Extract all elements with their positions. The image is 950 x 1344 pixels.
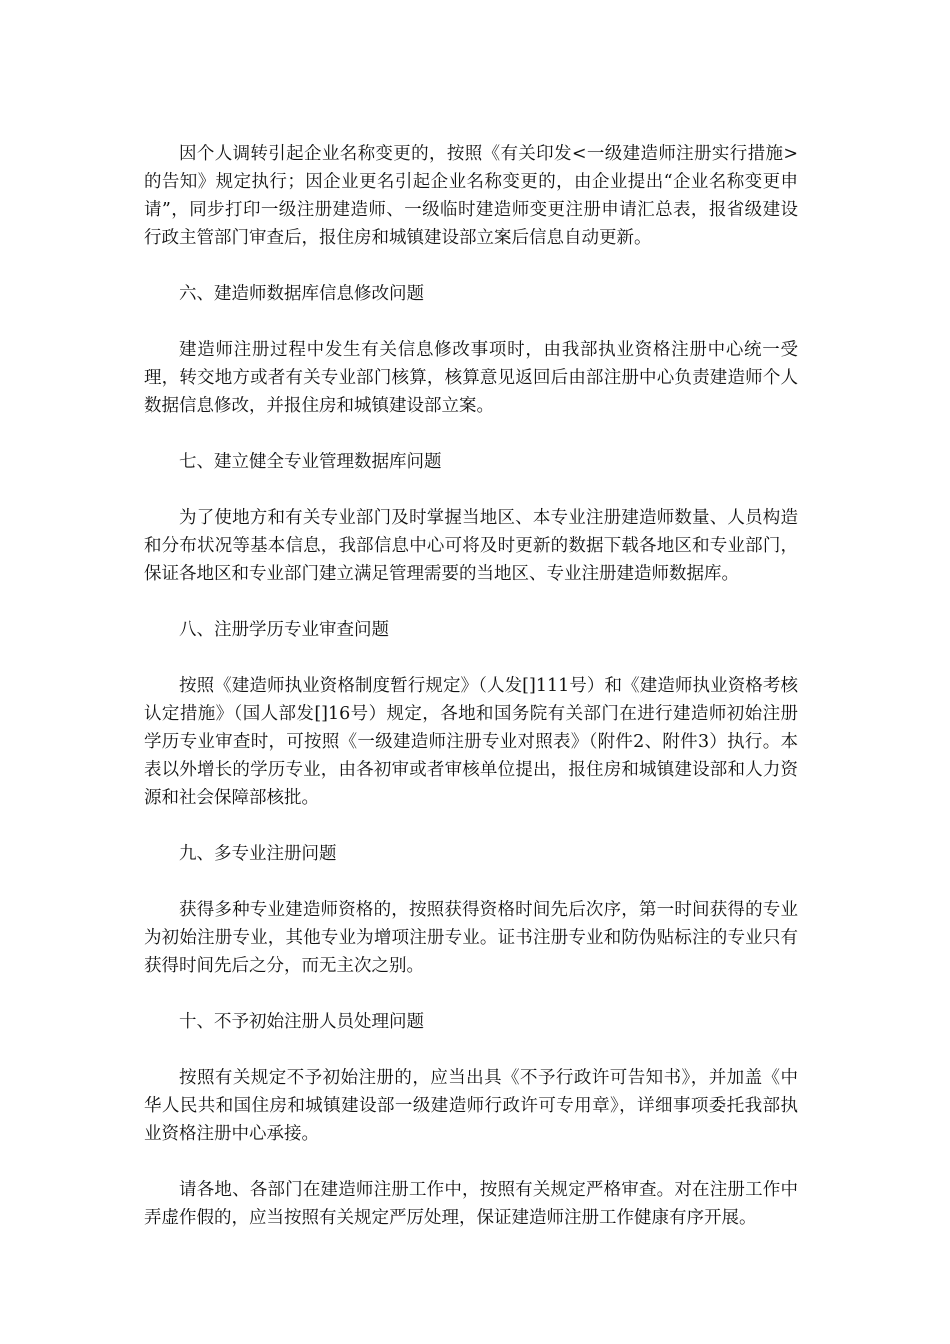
- paragraph-closing: 请各地、各部门在建造师注册工作中，按照有关规定严格审查。对在注册工作中弄虚作假的，应当按照有关规定严厉处理，保证建造师注册工作健康有序开展。: [144, 1180, 798, 1228]
- document-body: [144, 140, 798, 1260]
- heading-section-9: 九、多专业注册问题: [179, 844, 337, 864]
- paragraph-education-review: 按照《建造师执业资格制度暂行规定》（人发[]111号）和《建造师执业资格考核认定措施》（国人部发[]16号）规定，各地和国务院有关部门在进行建造师初始注册学历专业审查时，可按照《一级建造师注册专业对照表》（附件2、附件3）执行。本表以外增长的学历专业，由各初审或者审核单位提出，报住房和城镇建设部和人力资源和社会保障部核批。: [144, 676, 798, 808]
- paragraph-denied-registration: 按照有关规定不予初始注册的，应当出具《不予行政许可告知书》，并加盖《中华人民共和国住房和城镇建设部一级建造师行政许可专用章》，详细事项委托我部执业资格注册中心承接。: [144, 1068, 798, 1144]
- heading-section-10: 十、不予初始注册人员处理问题: [179, 1012, 424, 1032]
- paragraph-company-name-change: 因个人调转引起企业名称变更的，按照《有关印发<一级建造师注册实行措施>的告知》规定执行；因企业更名引起企业名称变更的，由企业提出“企业名称变更申请”，同步打印一级注册建造师、一级临时建造师变更注册申请汇总表，报省级建设行政主管部门审查后，报住房和城镇建设部立案后信息自动更新。: [144, 144, 798, 248]
- paragraph-professional-database: 为了使地方和有关专业部门及时掌握当地区、本专业注册建造师数量、人员构造和分布状况等基本信息，我部信息中心可将及时更新的数据下载各地区和专业部门，保证各地区和专业部门建立满足管理需要的当地区、专业注册建造师数据库。: [144, 508, 798, 584]
- heading-section-6: 六、建造师数据库信息修改问题: [179, 284, 424, 304]
- paragraph-database-modification: 建造师注册过程中发生有关信息修改事项时，由我部执业资格注册中心统一受理，转交地方或者有关专业部门核算，核算意见返回后由部注册中心负责建造师个人数据信息修改，并报住房和城镇建设部立案。: [144, 340, 798, 416]
- heading-section-7: 七、建立健全专业管理数据库问题: [179, 452, 442, 472]
- paragraph-multi-specialty: 获得多种专业建造师资格的，按照获得资格时间先后次序，第一时间获得的专业为初始注册专业，其他专业为增项注册专业。证书注册专业和防伪贴标注的专业只有获得时间先后之分，而无主次之别。: [144, 900, 798, 976]
- heading-section-8: 八、注册学历专业审查问题: [179, 620, 389, 640]
